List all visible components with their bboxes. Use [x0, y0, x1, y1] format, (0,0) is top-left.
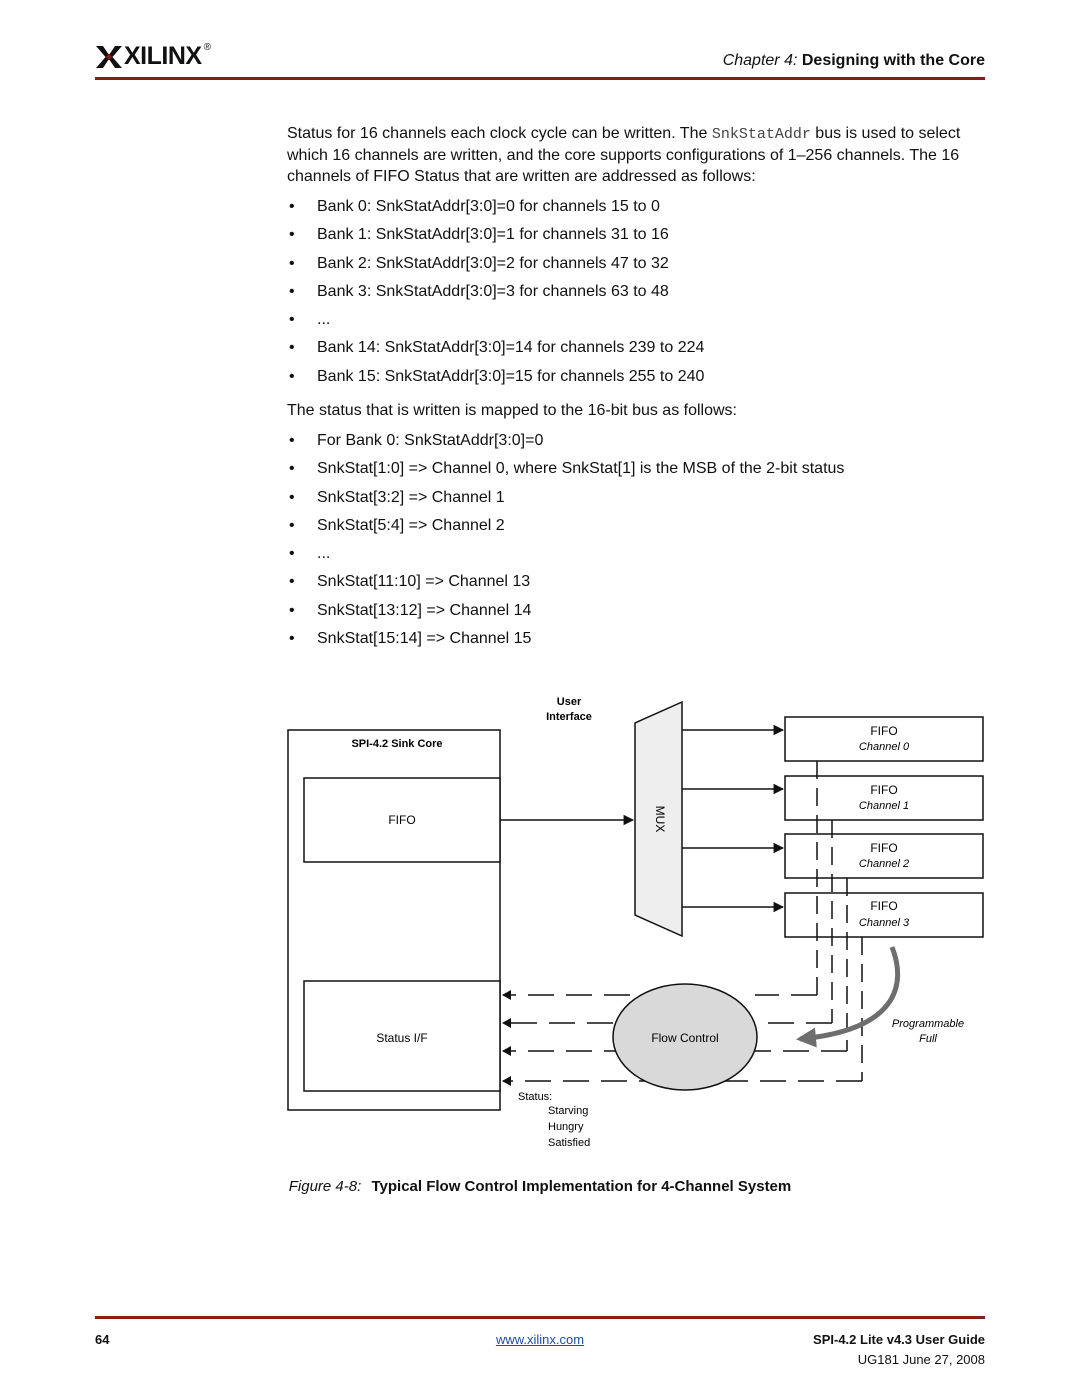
- list-item-text: SnkStat[15:14] => Channel 15: [317, 630, 532, 648]
- bullet: •: [289, 630, 295, 648]
- list-item: [287, 600, 987, 628]
- channel-fifo-0: [785, 717, 983, 761]
- channel-fifo-label: FIFO: [870, 783, 898, 797]
- list-item-text: Bank 15: SnkStatAddr[3:0]=15 for channels 255 to 240: [317, 367, 705, 385]
- doc-date: UG181 June 27, 2008: [857, 1352, 985, 1367]
- status-value-hungry: Hungry: [548, 1121, 584, 1133]
- list-item-text: SnkStat[1:0] => Channel 0, where SnkStat[1] is the MSB of the 2-bit status: [317, 460, 845, 478]
- status-legend-title: Status:: [518, 1091, 553, 1103]
- bullet: •: [289, 367, 295, 385]
- list-item-text: Bank 2: SnkStatAddr[3:0]=2 for channels 47 to 32: [317, 254, 669, 272]
- intro-text-after: bus is used to select which 16 channels are written, and the core supports configurations of 1–256 channels. The 16 channels of FIFO Status that are written are addressed as follows:: [287, 125, 961, 185]
- list-item: [287, 196, 987, 224]
- channel-name: Channel 0: [858, 741, 910, 753]
- footer-rule: [95, 1316, 985, 1319]
- list-item: [287, 487, 987, 515]
- channel-fifo-label: FIFO: [870, 841, 898, 855]
- bullet: •: [289, 460, 295, 478]
- bullet: •: [289, 311, 295, 329]
- list-item-text: SnkStat[13:12] => Channel 14: [317, 601, 532, 619]
- list-item: [287, 366, 987, 394]
- flow-control-label: Flow Control: [651, 1031, 719, 1045]
- figure-caption: [0, 1178, 1080, 1195]
- status-value-starving: Starving: [548, 1105, 589, 1117]
- channel-fifo-label: FIFO: [870, 899, 898, 913]
- list-item: [287, 224, 987, 252]
- list-item: [287, 458, 987, 486]
- list-item-text: SnkStat[11:10] => Channel 13: [317, 573, 531, 591]
- figure-label: Figure 4-8:: [288, 1178, 362, 1195]
- chapter-label: Chapter 4:: [722, 52, 798, 69]
- user-interface-label-line1: User: [556, 696, 582, 708]
- list-item: [287, 337, 987, 365]
- xilinx-logo: [96, 42, 211, 71]
- figure-title: Typical Flow Control Implementation for 4-Channel System: [371, 1178, 792, 1195]
- logo-text: XILINX: [124, 42, 202, 70]
- bank-list: [287, 196, 987, 394]
- list-item: [287, 309, 987, 337]
- list-item-text: ...: [317, 545, 331, 563]
- website-link[interactable]: www.xilinx.com: [495, 1332, 585, 1347]
- mapping-list: [287, 430, 987, 656]
- programmable-label: Programmable: [891, 1018, 965, 1030]
- programmable-full-arrow: [800, 947, 898, 1039]
- list-item-text: Bank 3: SnkStatAddr[3:0]=3 for channels 63 to 48: [317, 282, 669, 300]
- list-item: [287, 430, 987, 458]
- channel-fifo-1: [785, 776, 983, 820]
- list-item-text: ...: [317, 311, 331, 329]
- core-fifo-label: FIFO: [388, 813, 416, 827]
- user-interface-label-line2: Interface: [546, 711, 592, 723]
- list-item: [287, 281, 987, 309]
- list-item: [287, 571, 987, 599]
- bullet: •: [289, 545, 295, 563]
- bullet: •: [289, 254, 295, 272]
- status-value-satisfied: Satisfied: [548, 1137, 591, 1149]
- list-item-text: SnkStat[3:2] => Channel 1: [317, 488, 505, 506]
- bullet: •: [289, 339, 295, 357]
- full-label: Full: [919, 1033, 937, 1045]
- bullet: •: [289, 516, 295, 534]
- registered-mark: ®: [203, 42, 211, 53]
- bullet: •: [289, 198, 295, 215]
- status-if-label: Status I/F: [376, 1031, 428, 1045]
- channel-name: Channel 1: [858, 800, 910, 812]
- list-item-text: Bank 1: SnkStatAddr[3:0]=1 for channels 31 to 16: [317, 226, 669, 244]
- page-number: 64: [95, 1332, 110, 1347]
- guide-title: SPI-4.2 Lite v4.3 User Guide: [813, 1332, 985, 1347]
- list-item: [287, 515, 987, 543]
- bullet: •: [289, 432, 295, 449]
- intro-code: SnkStatAddr: [711, 126, 811, 143]
- bullet: •: [289, 573, 295, 591]
- chapter-heading: [723, 52, 985, 70]
- intro-paragraph: [287, 123, 987, 187]
- status-if-arrowheads: [502, 990, 511, 1086]
- channel-name: Channel 2: [858, 858, 910, 870]
- list-item: [287, 543, 987, 571]
- bullet: •: [289, 226, 295, 244]
- header-rule: [95, 77, 985, 80]
- bullet: •: [289, 488, 295, 506]
- channel-fifo-label: FIFO: [870, 724, 898, 738]
- mapping-intro: The status that is written is mapped to the 16-bit bus as follows:: [287, 402, 737, 419]
- list-item: [287, 628, 987, 656]
- bullet: •: [289, 282, 295, 300]
- list-item: [287, 253, 987, 281]
- channel-name: Channel 3: [858, 917, 910, 929]
- flow-control-diagram: [285, 685, 990, 1160]
- channel-fifo-2: [785, 834, 983, 878]
- intro-text-before: Status for 16 channels each clock cycle can be written. The: [287, 125, 712, 142]
- list-item-text: SnkStat[5:4] => Channel 2: [317, 516, 505, 534]
- list-item-text: Bank 0: SnkStatAddr[3:0]=0 for channels 15 to 0: [317, 198, 660, 215]
- list-item-text: Bank 14: SnkStatAddr[3:0]=14 for channels 239 to 224: [317, 339, 705, 357]
- mux-label: MUX: [653, 805, 667, 833]
- chapter-title: Designing with the Core: [801, 52, 985, 69]
- xilinx-logo-mark-icon: [96, 44, 122, 70]
- bullet: •: [289, 601, 295, 619]
- sink-core-label: SPI-4.2 Sink Core: [351, 738, 443, 750]
- channel-fifo-3: [785, 893, 983, 937]
- list-item-text: For Bank 0: SnkStatAddr[3:0]=0: [317, 432, 544, 449]
